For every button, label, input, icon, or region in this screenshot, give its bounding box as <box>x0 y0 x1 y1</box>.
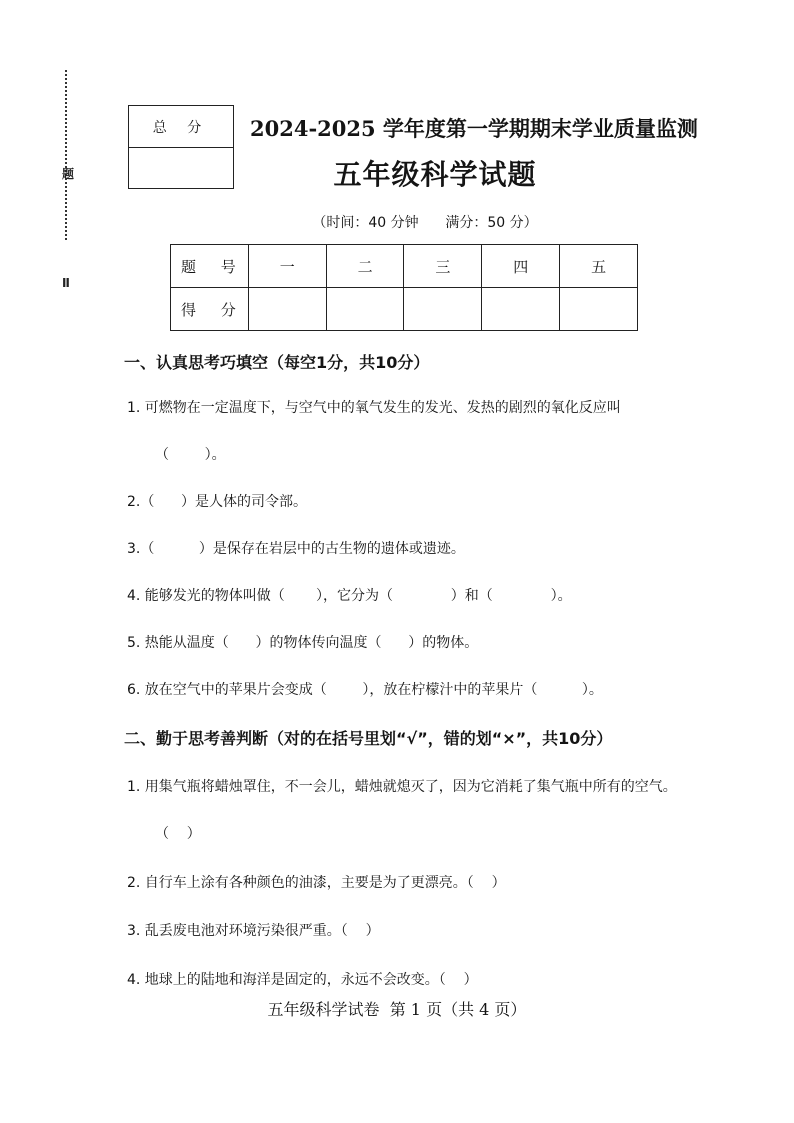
section-1-title: 一、认真思考巧填空（每空1分，共10分） <box>124 353 430 372</box>
score-table-score-row <box>171 288 638 331</box>
column-header: 三 <box>404 245 482 288</box>
section-1-question-2: 2.（ ）是人体的司令部。 <box>127 494 308 510</box>
binding-mark-bottom: Ⅱ <box>62 276 70 290</box>
section-2-question-4: 4. 地球上的陆地和海洋是固定的，永远不会改变。（ ） <box>127 972 478 988</box>
binding-mark-top: 题 <box>62 167 75 181</box>
section-2-question-1: 1. 用集气瓶将蜡烛罩住，不一会儿，蜡烛就熄灭了，因为它消耗了集气瓶中所有的空气。 <box>127 779 677 795</box>
score-label: 得 分 <box>171 288 249 331</box>
section-1-question-3: 3.（ ）是保存在岩层中的古生物的遗体或遗迹。 <box>127 541 465 557</box>
binding-dotted-line <box>65 70 67 240</box>
score-cell <box>326 288 404 331</box>
exam-time-info: （时间：40 分钟 满分：50 分） <box>312 215 538 231</box>
section-2-title: 二、勤于思考善判断（对的在括号里划“√”，错的划“×”，共10分） <box>124 729 613 748</box>
exam-main-title: 五年级科学试题 <box>333 158 537 191</box>
question-number-label: 题 号 <box>171 245 249 288</box>
section-1-question-5: 5. 热能从温度（ ）的物体传向温度（ ）的物体。 <box>127 635 479 651</box>
section-1-question-1: 1. 可燃物在一定温度下，与空气中的氧气发生的发光、发热的剧烈的氧化反应叫 <box>127 400 621 416</box>
total-score-label: 总 分 <box>129 106 233 148</box>
column-header: 五 <box>560 245 638 288</box>
score-table-header-row <box>171 245 638 288</box>
section-2-question-1-blank: （ ） <box>155 826 201 842</box>
column-header: 四 <box>482 245 560 288</box>
section-1-question-6: 6. 放在空气中的苹果片会变成（ ），放在柠檬汁中的苹果片（ ）。 <box>127 682 603 698</box>
section-1-question-4: 4. 能够发光的物体叫做（ ），它分为（ ）和（ ）。 <box>127 588 572 604</box>
section-2-question-3: 3. 乱丢废电池对环境污染很严重。（ ） <box>127 923 380 939</box>
page-footer: 五年级科学试卷 第 1 页（共 4 页） <box>267 1000 527 1019</box>
score-cell <box>560 288 638 331</box>
score-table <box>170 244 638 331</box>
score-cell <box>248 288 326 331</box>
total-score-box <box>128 105 234 189</box>
exam-term-title: 2024-2025 学年度第一学期期末学业质量监测 <box>250 116 698 141</box>
section-1-question-1-blank: （ ）。 <box>155 447 226 463</box>
score-cell <box>404 288 482 331</box>
column-header: 二 <box>326 245 404 288</box>
section-2-question-2: 2. 自行车上涂有各种颜色的油漆，主要是为了更漂亮。（ ） <box>127 875 506 891</box>
column-header: 一 <box>248 245 326 288</box>
score-cell <box>482 288 560 331</box>
